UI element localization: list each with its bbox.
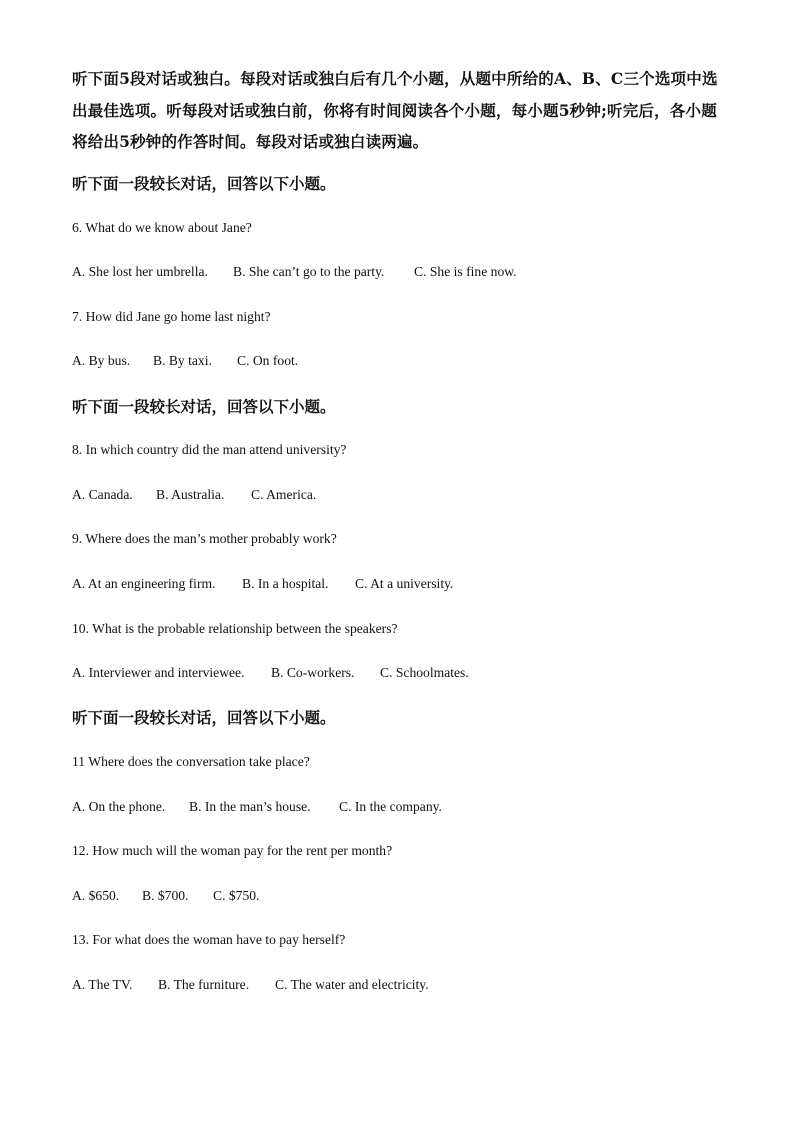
option-c: C. Schoolmates. [380,665,469,680]
listening-instructions: 听下面5段对话或独白。每段对话或独白后有几个小题，从题中所给的A、B、C三个选项中选出最佳选项。听每段对话或独白前，你将有时间阅读各个小题，每小题5秒钟;听完后，各小题将给出5秒钟的作答时间。每段对话或独白读两遍。 [72,69,718,151]
question-7: 7. How did Jane go home last night? [72,309,271,324]
option-c: C. On foot. [237,353,299,368]
question-6: 6. What do we know about Jane? [72,220,252,235]
option-b: B. The furniture. [158,977,250,992]
option-b: B. Australia. [156,487,225,502]
question-10: 10. What is the probable relationship between the speakers? [72,621,398,636]
options-11 [72,798,442,816]
option-b: B. Co-workers. [271,665,355,680]
option-b: B. By taxi. [153,353,212,368]
options-12 [72,887,259,905]
question-12: 12. How much will the woman pay for the rent per month? [72,843,393,858]
option-b: B. In the man’s house. [189,799,311,814]
option-c: C. $750. [213,888,260,903]
section-header: 听下面一段较长对话，回答以下小题。 [72,708,336,727]
option-a: A. Canada. [72,487,133,502]
section-header: 听下面一段较长对话，回答以下小题。 [72,174,336,193]
option-c: C. At a university. [355,576,454,591]
option-a: A. At an engineering firm. [72,576,216,591]
option-c: C. The water and electricity. [275,977,429,992]
option-c: C. She is fine now. [414,264,517,279]
option-c: C. America. [251,487,317,502]
question-11: 11 Where does the conversation take place? [72,754,310,769]
options-13 [72,976,429,994]
options-6 [72,263,517,281]
option-a: A. On the phone. [72,799,166,814]
question-9: 9. Where does the man’s mother probably work? [72,531,337,546]
option-b: B. In a hospital. [242,576,329,591]
question-13: 13. For what does the woman have to pay herself? [72,932,346,947]
option-a: A. Interviewer and interviewee. [72,665,245,680]
option-a: A. The TV. [72,977,133,992]
options-9 [72,575,453,593]
options-7 [72,352,298,370]
option-a: A. By bus. [72,353,131,368]
option-a: A. She lost her umbrella. [72,264,208,279]
option-b: B. She can’t go to the party. [233,264,385,279]
options-8 [72,486,316,504]
option-a: A. $650. [72,888,120,903]
option-c: C. In the company. [339,799,442,814]
section-header: 听下面一段较长对话，回答以下小题。 [72,397,336,416]
option-b: B. $700. [142,888,189,903]
options-10 [72,664,469,682]
question-8: 8. In which country did the man attend university? [72,442,347,457]
